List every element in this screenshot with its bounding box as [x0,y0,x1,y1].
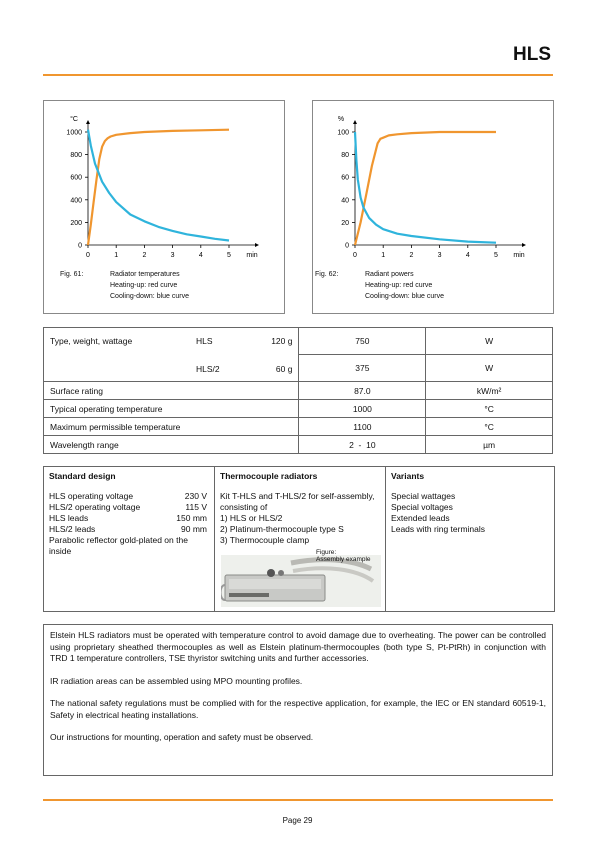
design-extra: Parabolic reflector gold-plated on the inside [49,535,188,556]
variant-item: Extended leads [391,513,450,523]
page-number: Page 29 [282,816,313,825]
x-unit-label: min [513,252,525,259]
note-paragraph: Our instructions for mounting, operation and safety must be observed. [50,732,314,742]
y-tick-label: 60 [341,174,349,182]
spec-value: 375 [299,355,426,382]
note-paragraph: IR radiation areas can be assembled using MPO mounting profiles. [50,675,303,686]
x-tick-label: 2 [142,252,147,259]
y-axis-arrow [86,120,90,124]
spec-row: Maximum permissible temperature 1100 °C [44,418,553,436]
note-paragraph: Elstein HLS radiators must be operated with temperature control to avoid damage due to overheating. The power can be controlled using proprietary sheathed thermocouples as well as Elstein platinum-thermocouples (both type S, Pt-PtRh) in conjunction with TRD 1 temperature controllers, TSE thyristor switching units and further accessories. [50,630,546,663]
y-tick-label: 0 [345,242,349,250]
x-tick-label: 0 [86,252,90,259]
x-tick-label: 1 [114,252,119,259]
figure-61 [43,100,285,314]
x-axis-arrow [522,243,526,247]
spec-type-cell: Type, weight, wattage HLS 120 g HLS/2 60 g [44,328,299,382]
page-title: HLS [513,44,551,65]
x-tick-label: 5 [227,252,231,259]
x-axis-arrow [255,243,259,247]
spec-row: Typical operating temperature 1000 °C [44,400,553,418]
y-tick-label: 100 [337,129,349,137]
variants-section [385,467,554,611]
variant-item: Special wattages [391,491,456,501]
y-tick-label: 200 [70,219,82,227]
figure-62 [312,100,554,314]
figure-label: Figure: Assembly example [316,549,371,563]
x-tick-label: 5 [494,252,498,259]
header-rule [43,74,553,76]
spec-row-hls [44,328,553,355]
y-tick-label: 0 [78,242,82,250]
x-tick-label: 0 [353,252,357,259]
x-unit-label: min [246,252,258,259]
figure-61-caption: Fig. 61: Radiator temperatures Heating-up: red curve Cooling-down: blue curve [60,271,189,300]
standard-design-section [44,467,214,611]
x-tick-label: 3 [170,252,175,259]
thermocouple-section: Thermocouple radiators Kit T-HLS and T-HLS/2 for self-assembly, consisting of 1) HLS or HLS/2 2) Platinum-thermocouple type S 3) Thermocouple clamp Figure: Assembly example [214,467,385,611]
y-unit-label: °C [70,116,78,123]
y-tick-label: 400 [70,197,82,205]
section-heading: Standard design [49,471,116,481]
design-item: HLS operating voltage 230 V [49,491,207,501]
y-tick-label: 40 [341,197,349,205]
y-tick-label: 1000 [66,129,82,137]
heating-curve [355,132,496,245]
x-tick-label: 1 [381,252,386,259]
spec-value: 750 [299,328,426,355]
assembly-photo [221,549,381,607]
section-heading: Variants [391,471,425,481]
y-unit-label: % [337,116,345,123]
y-axis-arrow [353,120,357,124]
design-item: HLS leads 150 mm [49,513,207,523]
spec-unit: W [426,355,553,382]
note-paragraph: The national safety regulations must be complied with for the respective application, for example, the IEC or EN standard 60519-1, Safety in electrical heating installations. [50,698,546,720]
spec-row: Wavelength range 2 - 10 µm [44,436,553,454]
variant-item: Special voltages [391,502,453,512]
y-tick-label: 600 [70,174,82,182]
y-tick-label: 800 [70,152,82,160]
spec-row: Surface rating 87.0 kW/m² [44,382,553,400]
section-heading: Thermocouple radiators [220,471,318,481]
x-tick-label: 3 [437,252,442,259]
cooling-curve [88,130,229,241]
footer-rule [43,799,553,801]
variant-item: Leads with ring terminals [391,524,486,534]
x-tick-label: 4 [465,252,470,259]
design-item: HLS/2 leads 90 mm [49,524,207,534]
specs-table [43,327,553,454]
spec-unit: W [426,328,553,355]
y-tick-label: 20 [341,219,349,227]
x-tick-label: 2 [409,252,414,259]
design-item: HLS/2 operating voltage 115 V [49,502,207,512]
info-columns [43,466,555,612]
figure-62-caption: Fig. 62: Radiant powers Heating-up: red curve Cooling-down: blue curve [315,271,444,300]
x-tick-label: 4 [198,252,203,259]
y-tick-label: 80 [341,152,349,160]
notes-box [43,624,553,776]
